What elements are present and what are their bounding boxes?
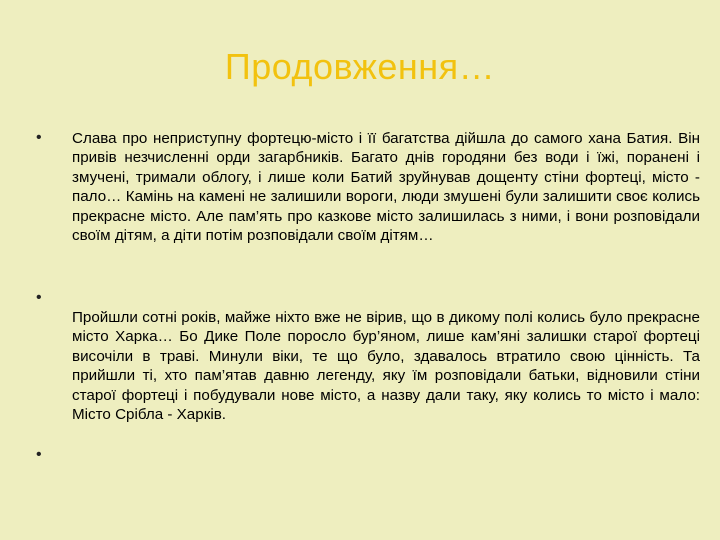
bullet-3: • (36, 446, 42, 463)
bullet-1: • (36, 129, 42, 146)
paragraph-1: Слава про неприступну фортецю-місто і її багатства дійшла до самого хана Батия. Він привів незчисленні орди загарбників. Багато днів городяни без води і їжі, поранені і змучені, тримали облогу, і лише коли Батий зруйнував дощенту стіни фортеці, місто - пало… Камінь на камені не залишили вороги, люди змушені були залишити своє колись прекрасне місто. Але пам’ять про казкове місто залишилась з ними, і вони розповідали своїм дітям, а діти потім розповідали своїм дітям… (72, 130, 700, 245)
slide-title: Продовження… (224, 46, 496, 87)
bullet-2: • (36, 289, 42, 306)
paragraph-2: Пройшли сотні років, майже ніхто вже не вірив, що в дикому полі колись було прекрасне місто Харка… Бо Дике Поле поросло бур’яном, лише кам’яні залишки старої фортеці височіли в траві. Минули віки, те що було, здавалось втратило свою цінність. Та прийшли ті, хто пам’ятав давню легенду, яку їм розповідали батьки, відновили стіни старої фортеці і побудували нове місто, а назву дали таку, яку колись то місто і мало: Місто Срібла - Харків. (72, 309, 700, 424)
